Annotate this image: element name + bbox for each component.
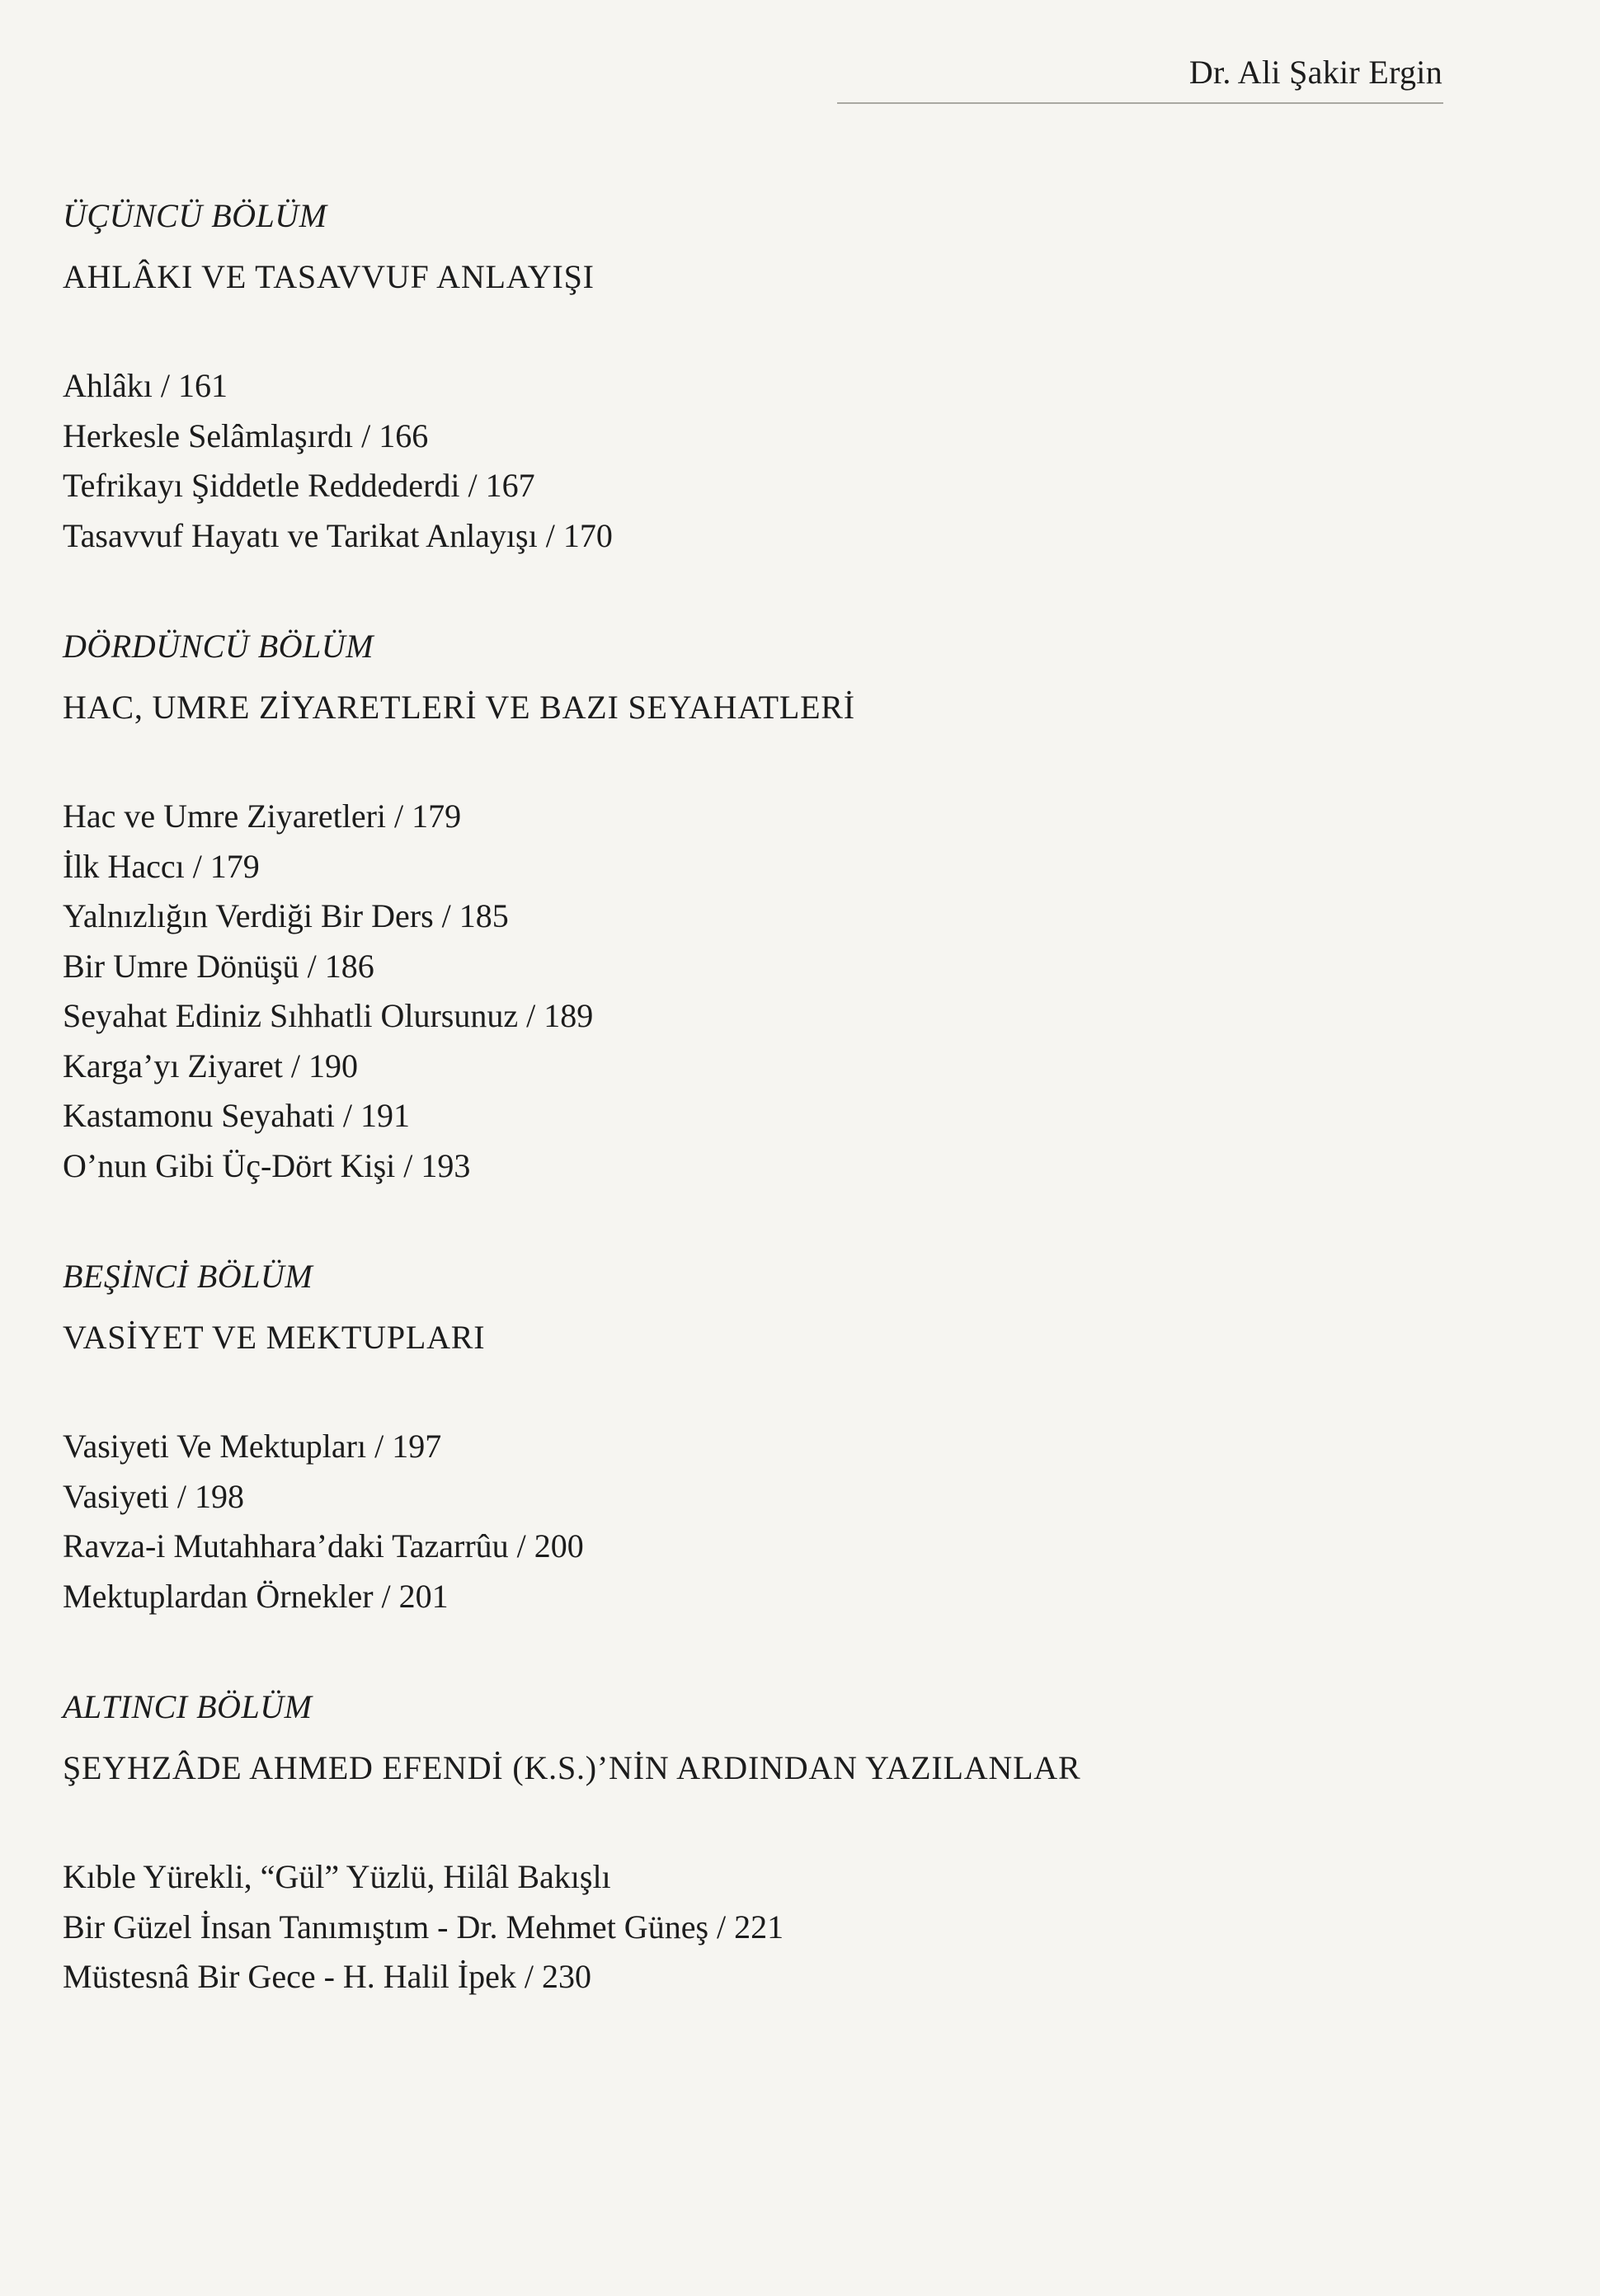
toc-entry: Kastamonu Seyahati / 191 <box>63 1097 411 1134</box>
toc-section <box>63 623 1448 1191</box>
toc-entry: Vasiyeti Ve Mektupları / 197 <box>63 1428 442 1465</box>
toc-entry: İlk Haccı / 179 <box>63 847 260 885</box>
toc-entry: Vasiyeti / 198 <box>63 1477 244 1515</box>
section-title: HAC, UMRE ZİYARETLERİ VE BAZI SEYAHATLERİ <box>63 689 855 726</box>
section-title: ŞEYHZÂDE AHMED EFENDİ (K.S.)’NİN ARDINDAN YAZILANLAR <box>63 1749 1081 1786</box>
toc-entry: Tasavvuf Hayatı ve Tarikat Anlayışı / 170 <box>63 516 613 554</box>
toc-section <box>63 1254 1448 1621</box>
running-head-author: Dr. Ali Şakir Ergin <box>1188 54 1442 91</box>
toc-entry: Seyahat Ediniz Sıhhatli Olursunuz / 189 <box>63 997 594 1034</box>
toc-entry: Bir Umre Dönüşü / 186 <box>63 947 374 985</box>
section-label: ÜÇÜNCÜ BÖLÜM <box>63 197 327 234</box>
section-label: ALTINCI BÖLÜM <box>63 1688 313 1725</box>
toc-entry: Tefrikayı Şiddetle Reddederdi / 167 <box>63 467 535 504</box>
section-entries <box>63 1852 1448 2002</box>
table-of-contents <box>63 193 1448 2002</box>
section-spacer <box>63 1191 1448 1254</box>
toc-entry: Karga’yı Ziyaret / 190 <box>63 1047 359 1084</box>
section-label: DÖRDÜNCÜ BÖLÜM <box>63 628 374 665</box>
toc-entry: O’nun Gibi Üç-Dört Kişi / 193 <box>63 1146 471 1184</box>
section-title: VASİYET VE MEKTUPLARI <box>63 1319 486 1356</box>
section-entries <box>63 792 1448 1191</box>
section-label: BEŞİNCİ BÖLÜM <box>63 1258 313 1295</box>
header-rule <box>837 102 1443 104</box>
toc-entry: Ravza-i Mutahhara’daki Tazarrûu / 200 <box>63 1527 584 1564</box>
toc-section <box>63 1684 1448 2002</box>
toc-entry: Kıble Yürekli, “Gül” Yüzlü, Hilâl Bakışlı <box>63 1858 611 1895</box>
toc-entry: Müstesnâ Bir Gece - H. Halil İpek / 230 <box>63 1958 591 1995</box>
toc-entry: Yalnızlığın Verdiği Bir Ders / 185 <box>63 897 509 934</box>
toc-entry: Mektuplardan Örnekler / 201 <box>63 1577 449 1615</box>
section-entries <box>63 361 1448 561</box>
toc-entry: Herkesle Selâmlaşırdı / 166 <box>63 416 429 454</box>
toc-entry: Ahlâkı / 161 <box>63 367 228 404</box>
toc-entry: Hac ve Umre Ziyaretleri / 179 <box>63 797 462 835</box>
section-entries <box>63 1422 1448 1621</box>
section-spacer <box>63 1621 1448 1684</box>
section-spacer <box>63 561 1448 623</box>
section-title: AHLÂKI VE TASAVVUF ANLAYIŞI <box>63 258 595 295</box>
toc-section <box>63 193 1448 561</box>
toc-entry: Bir Güzel İnsan Tanımıştım - Dr. Mehmet Güneş / 221 <box>63 1908 784 1945</box>
